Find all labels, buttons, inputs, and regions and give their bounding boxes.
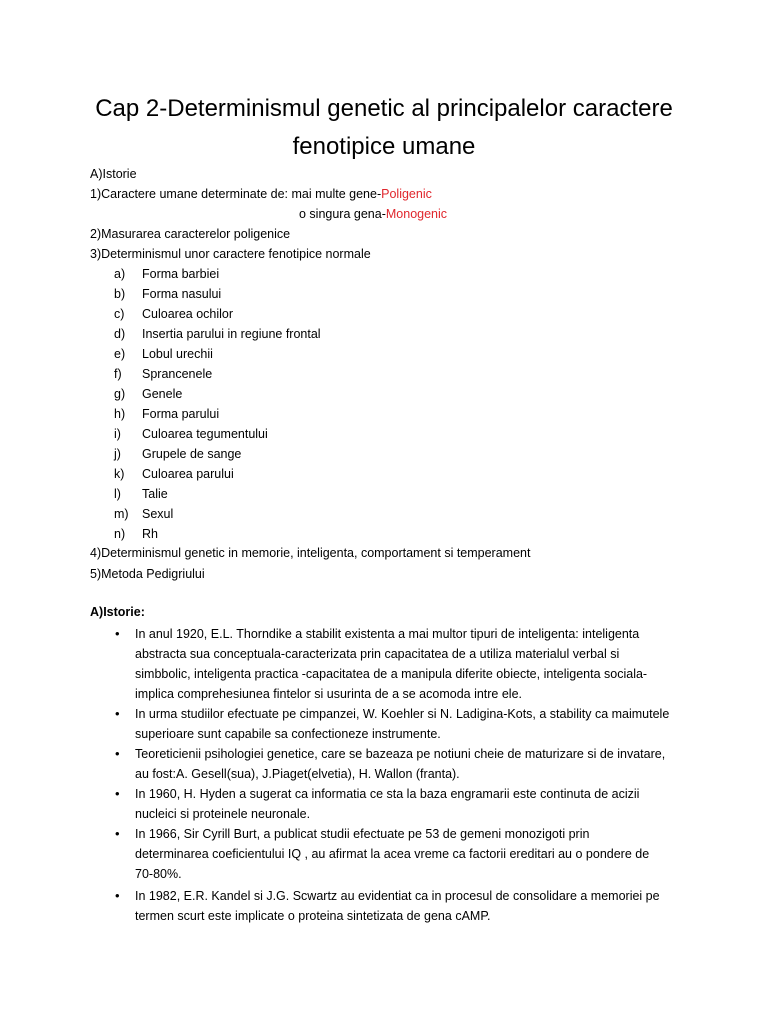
outline-istorie: A)Istorie	[90, 167, 137, 181]
list-item-label: Culoarea ochilor	[142, 307, 234, 321]
bullet-text-line: In urma studiilor efectuate pe cimpanzei, W. Koehler si N. Ladigina-Kots, a stability ca maimutele	[135, 707, 670, 721]
list-item-label: Forma barbiei	[142, 267, 220, 281]
list-item	[114, 465, 234, 483]
list-item	[114, 345, 213, 363]
bullet-dot: •	[115, 826, 120, 841]
bullet-text-line: In 1966, Sir Cyrill Burt, a publicat studii efectuate pe 53 de gemeni monozigoti prin	[135, 827, 590, 841]
list-item-label: Forma parului	[142, 407, 220, 421]
bullet-dot: •	[115, 706, 120, 721]
list-item	[114, 525, 158, 543]
bullet-dot: •	[115, 746, 120, 761]
outline-item-5: 5)Metoda Pedigriului	[90, 567, 205, 581]
bullet-text-line: abstracta sua conceptuala-caracterizata prin capacitatea de a utiliza materialul verbal si	[135, 647, 620, 661]
list-item-marker: c)	[114, 307, 125, 321]
outline-item-4: 4)Determinismul genetic in memorie, inteligenta, comportament si temperament	[90, 546, 531, 560]
bullet-dot: •	[115, 786, 120, 801]
list-item	[114, 285, 221, 303]
bullet-text-line: termen scurt este implicate o proteina sintetizata de gena cAMP.	[135, 909, 491, 923]
list-item-label: Forma nasului	[142, 287, 222, 301]
page-title: Cap 2-Determinismul genetic al principalelor caractere	[95, 95, 673, 122]
bullet-text-line: Teoreticienii psihologiei genetice, care se bazeaza pe notiuni cheie de maturizare si de invatare,	[135, 747, 666, 761]
bullet-text-line: determinarea coeficientului IQ , au afirmat la acea vreme ca factorii ereditari au o pondere de	[135, 847, 650, 861]
list-item-label: Rh	[142, 527, 158, 541]
bullet-text-line: 70-80%.	[135, 867, 182, 881]
bullet-text-line: implica comprehesiunea fintelor si usurinta de a se acomoda intre ele.	[135, 687, 523, 701]
outline-item-1b-text: o singura gena-	[299, 207, 386, 221]
list-item-marker: k)	[114, 467, 125, 481]
list-item-marker: n)	[114, 527, 126, 541]
bullet-text-line: nucleici si proteinele neuronale.	[135, 807, 311, 821]
list-item-marker: j)	[114, 447, 121, 461]
list-item-marker: a)	[114, 267, 126, 281]
list-item	[114, 365, 212, 383]
bullet-text-line: superioare sunt capabile sa confectioneze instrumente.	[135, 727, 441, 741]
list-item-marker: f)	[114, 367, 122, 381]
list-item-label: Talie	[142, 487, 168, 501]
poligenic-highlight: Poligenic	[381, 187, 432, 201]
list-item-marker: b)	[114, 287, 126, 301]
list-item-marker: d)	[114, 327, 126, 341]
list-item-label: Lobul urechii	[142, 347, 213, 361]
list-item-label: Sprancenele	[142, 367, 213, 381]
list-item-marker: l)	[114, 487, 121, 501]
list-item-label: Genele	[142, 387, 183, 401]
list-item	[114, 505, 173, 523]
outline-item-1	[90, 185, 432, 203]
list-item-label: Sexul	[142, 507, 174, 521]
list-item	[114, 445, 241, 463]
list-item	[114, 305, 233, 323]
monogenic-highlight: Monogenic	[385, 207, 448, 221]
bullet-text-line: In 1960, H. Hyden a sugerat ca informatia ce sta la baza engramarii este continuta de acizii	[135, 787, 640, 801]
bullet-text-line: au fost:A. Gesell(sua), J.Piaget(elvetia), H. Wallon (franta).	[135, 767, 460, 781]
list-item-label: Culoarea parului	[142, 467, 234, 481]
page-title-line-2: fenotipice umane	[292, 133, 476, 160]
bullet-dot: •	[115, 626, 120, 641]
list-item	[114, 325, 321, 343]
list-item-label: Insertia parului in regiune frontal	[142, 327, 321, 341]
list-item-marker: m)	[114, 507, 129, 521]
list-item-marker: h)	[114, 407, 126, 421]
list-item	[114, 425, 268, 443]
outline-item-3: 3)Determinismul unor caractere fenotipice normale	[90, 247, 371, 261]
list-item	[114, 485, 168, 503]
list-item	[114, 385, 182, 403]
list-item-marker: i)	[114, 427, 121, 441]
outline-item-1-text: 1)Caractere umane determinate de: mai multe gene-	[90, 187, 382, 201]
list-item	[114, 405, 219, 423]
list-item-marker: g)	[114, 387, 126, 401]
list-item	[114, 265, 219, 283]
bullet-dot: •	[115, 888, 120, 903]
section-heading: A)Istorie:	[90, 605, 145, 619]
list-item-label: Grupele de sange	[142, 447, 242, 461]
outline-item-2: 2)Masurarea caracterelor poligenice	[90, 227, 291, 241]
bullet-text-line: In anul 1920, E.L. Thorndike a stabilit existenta a mai multor tipuri de inteligenta: inteligenta	[135, 627, 640, 641]
bullet-text-line: In 1982, E.R. Kandel si J.G. Scwartz au evidentiat ca in procesul de consolidare a memoriei pe	[135, 889, 660, 903]
outline-item-1b	[299, 205, 447, 223]
list-item-marker: e)	[114, 347, 126, 361]
bullet-text-line: simbbolic, inteligenta practica -capacitatea de a manipula diferite obiecte, inteligenta sociala-	[135, 667, 648, 681]
list-item-label: Culoarea tegumentului	[142, 427, 268, 441]
